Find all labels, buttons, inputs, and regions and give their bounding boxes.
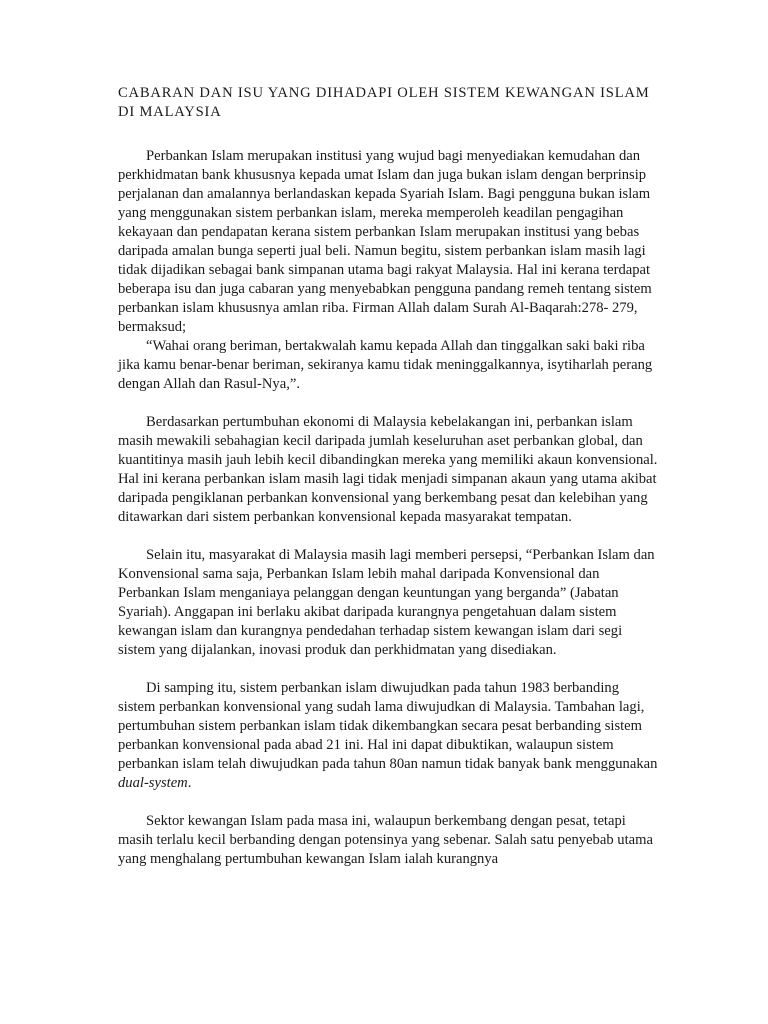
paragraph-2: Berdasarkan pertumbuhan ekonomi di Malaysia kebelakangan ini, perbankan islam masih mewakili sebahagian kecil daripada jumlah keseluruhan aset perbankan global, dan kuantitinya masih jauh lebih kecil dibandingkan mereka yang memiliki akaun konvensional. Hal ini kerana perbankan islam masih lagi tidak menjadi simpanan akaun yang utama akibat daripada pengiklanan perbankan konvensional yang berkembang pesat dan kelebihan yang ditawarkan dari sistem perbankan konvensional kepada masyarakat tempatan. xyxy=(118,414,658,525)
document-title: CABARAN DAN ISU YANG DIHADAPI OLEH SISTEM KEWANGAN ISLAM DI MALAYSIA xyxy=(118,85,650,120)
paragraph-3: Selain itu, masyarakat di Malaysia masih lagi memberi persepsi, “Perbankan Islam dan Konvensional sama saja, Perbankan Islam lebih mahal daripada Konvensional dan Perbankan Islam menganiaya pelanggan dengan keuntungan yang berganda” (Jabatan Syariah). Anggapan ini berlaku akibat daripada kurangnya pengetahuan dalam sistem kewangan islam dan kurangnya pendedahan terhadap sistem kewangan islam dari segi sistem yang dijalankan, inovasi produk dan perkhidmatan yang disediakan. xyxy=(118,547,655,658)
dual-system-term: dual-system xyxy=(118,775,188,791)
paragraph-4-end: . xyxy=(187,775,192,791)
paragraph-1: Perbankan Islam merupakan institusi yang wujud bagi menyediakan kemudahan dan perkhidmatan bank khususnya kepada umat Islam dan juga bukan islam dengan berprinsip perjalanan dan amalannya berlandaskan kepada Syariah Islam. Bagi pengguna bukan islam yang menggunakan sistem perbankan islam, mereka memperoleh keadilan pengagihan kekayaan dan pendapatan kerana sistem perbankan Islam merupakan institusi yang bebas daripada amalan bunga seperti jual beli. Namun begitu, sistem perbankan islam masih lagi tidak dijadikan sebagai bank simpanan utama bagi rakyat Malaysia. Hal ini kerana terdapat beberapa isu dan juga cabaran yang menyebabkan pengguna pandang remeh tentang sistem perbankan islam khususnya amlan riba. Firman Allah dalam Surah Al-Baqarah:278- 279, bermaksud; xyxy=(118,148,652,335)
paragraph-4-text: Di samping itu, sistem perbankan islam diwujudkan pada tahun 1983 berbanding sistem perbankan konvensional yang sudah lama diwujudkan di Malaysia. Tambahan lagi, pertumbuhan sistem perbankan islam tidak dikembangkan secara pesat berbanding sistem perbankan konvensional pada abad 21 ini. Hal ini dapat dibuktikan, walaupun sistem perbankan islam telah diwujudkan pada tahun 80an namun tidak banyak bank menggunakan xyxy=(118,680,658,772)
quran-quote: “Wahai orang beriman, bertakwalah kamu kepada Allah dan tinggalkan saki baki riba jika kamu benar-benar beriman, sekiranya kamu tidak meninggalkannya, isytiharlah perang dengan Allah dan Rasul-Nya,”. xyxy=(118,338,653,392)
paragraph-5: Sektor kewangan Islam pada masa ini, walaupun berkembang dengan pesat, tetapi masih terlalu kecil berbanding dengan potensinya yang sebenar. Salah satu penyebab utama yang menghalang pertumbuhan kewangan Islam ialah kurangnya xyxy=(118,813,653,867)
document-page xyxy=(118,84,658,888)
paragraph-4 xyxy=(118,679,658,793)
